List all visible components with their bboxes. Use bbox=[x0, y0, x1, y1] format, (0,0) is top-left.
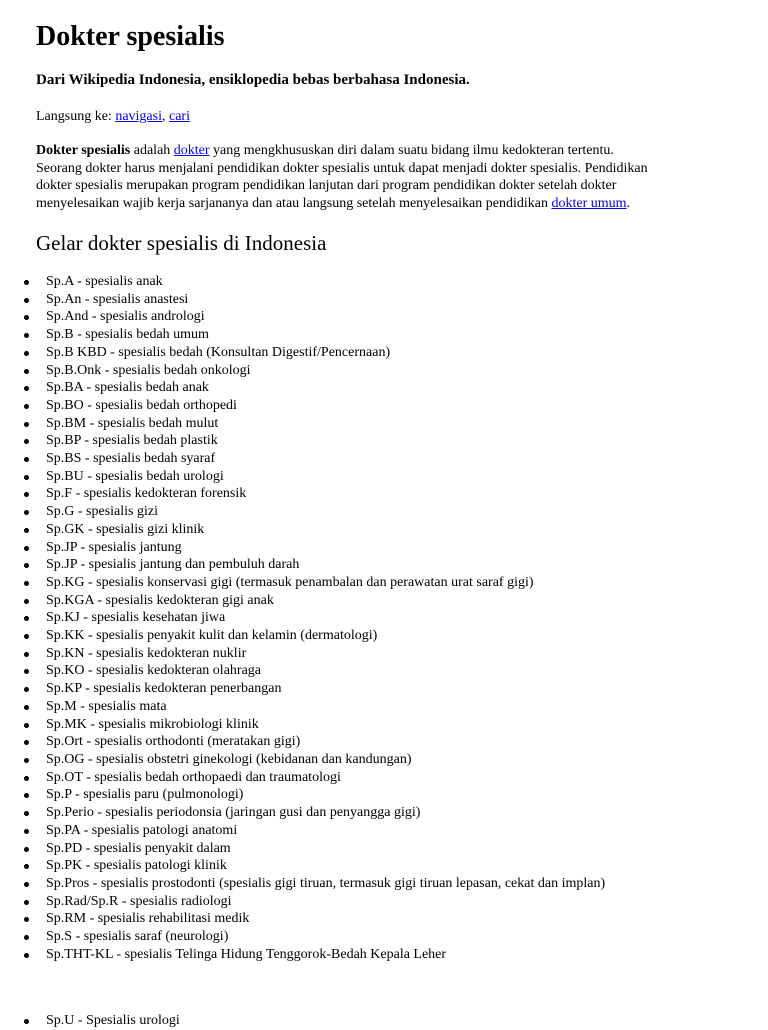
list-item: Sp.KG - spesialis konservasi gigi (termasuk penambalan dan perawatan urat saraf gigi) bbox=[18, 574, 605, 592]
jump-separator: , bbox=[161, 109, 169, 124]
list-item: Sp.An - spesialis anastesi bbox=[18, 291, 605, 309]
intro-line-2: Seorang dokter harus menjalani pendidikan dokter spesialis untuk dapat menjadi dokter spesialis. Pendidikan bbox=[36, 160, 648, 176]
page-subtitle: Dari Wikipedia Indonesia, ensiklopedia bebas berbahasa Indonesia. bbox=[36, 72, 470, 88]
intro-line-3: dokter spesialis merupakan program pendidikan lanjutan dari program pendidikan dokter setelah dokter bbox=[36, 178, 617, 193]
list-item: Sp.RM - spesialis rehabilitasi medik bbox=[18, 910, 605, 928]
list-item: Sp.OT - spesialis bedah orthopaedi dan traumatologi bbox=[18, 769, 605, 787]
list-item: Sp.MK - spesialis mikrobiologi klinik bbox=[18, 716, 605, 734]
list-item: Sp.PA - spesialis patologi anatomi bbox=[18, 822, 605, 840]
list-item: Sp.BS - spesialis bedah syaraf bbox=[18, 450, 605, 468]
list-item: Sp.BA - spesialis bedah anak bbox=[18, 379, 605, 397]
list-item: Sp.JP - spesialis jantung bbox=[18, 539, 605, 557]
list-item: Sp.S - spesialis saraf (neurologi) bbox=[18, 928, 605, 946]
list-item: Sp.PD - spesialis penyakit dalam bbox=[18, 840, 605, 858]
list-item: Sp.Rad/Sp.R - spesialis radiologi bbox=[18, 893, 605, 911]
dokter-umum-link[interactable]: dokter umum bbox=[551, 195, 627, 211]
intro-line-1 bbox=[36, 142, 736, 160]
list-item: Sp.G - spesialis gizi bbox=[18, 503, 605, 521]
dokter-link[interactable]: dokter bbox=[173, 143, 210, 158]
jump-links bbox=[36, 108, 190, 126]
list-item: Sp.BU - spesialis bedah urologi bbox=[18, 468, 605, 486]
navigation-link[interactable]: navigasi bbox=[115, 109, 162, 124]
list-item: Sp.BM - spesialis bedah mulut bbox=[18, 415, 605, 433]
list-item: Sp.JP - spesialis jantung dan pembuluh darah bbox=[18, 556, 605, 574]
extra-specialist-list bbox=[18, 1012, 180, 1030]
list-item: Sp.KJ - spesialis kesehatan jiwa bbox=[18, 609, 605, 627]
list-item: Sp.THT-KL - spesialis Telinga Hidung Tenggorok-Bedah Kepala Leher bbox=[18, 946, 605, 964]
list-item: Sp.P - spesialis paru (pulmonologi) bbox=[18, 786, 605, 804]
list-item: Sp.U - Spesialis urologi bbox=[18, 1012, 180, 1030]
list-item: Sp.A - spesialis anak bbox=[18, 273, 605, 291]
jump-prefix: Langsung ke: bbox=[36, 109, 116, 124]
list-item: Sp.KN - spesialis kedokteran nuklir bbox=[18, 645, 605, 663]
list-item: Sp.B - spesialis bedah umum bbox=[18, 326, 605, 344]
list-item: Sp.PK - spesialis patologi klinik bbox=[18, 857, 605, 875]
list-item: Sp.GK - spesialis gizi klinik bbox=[18, 521, 605, 539]
intro-text-2: yang mengkhususkan diri dalam suatu bidang ilmu kedokteran tertentu. bbox=[209, 143, 614, 158]
list-item: Sp.KGA - spesialis kedokteran gigi anak bbox=[18, 592, 605, 610]
list-item: Sp.And - spesialis andrologi bbox=[18, 308, 605, 326]
page-title: Dokter spesialis bbox=[36, 21, 225, 52]
list-item: Sp.KP - spesialis kedokteran penerbangan bbox=[18, 680, 605, 698]
specialist-list bbox=[18, 273, 605, 963]
intro-bold-term: Dokter spesialis bbox=[36, 143, 131, 158]
search-link[interactable]: cari bbox=[168, 109, 190, 124]
list-item: Sp.Perio - spesialis periodonsia (jaringan gusi dan penyangga gigi) bbox=[18, 804, 605, 822]
list-item: Sp.Ort - spesialis orthodonti (meratakan gigi) bbox=[18, 733, 605, 751]
intro-text-1: adalah bbox=[130, 143, 174, 158]
list-item: Sp.F - spesialis kedokteran forensik bbox=[18, 485, 605, 503]
list-item: Sp.Pros - spesialis prostodonti (spesialis gigi tiruan, termasuk gigi tiruan lepasan, cekat dan implan) bbox=[18, 875, 605, 893]
intro-end: . bbox=[626, 195, 631, 211]
list-item: Sp.OG - spesialis obstetri ginekologi (kebidanan dan kandungan) bbox=[18, 751, 605, 769]
intro-paragraph bbox=[36, 142, 736, 212]
list-item: Sp.B.Onk - spesialis bedah onkologi bbox=[18, 362, 605, 380]
intro-line-4 bbox=[36, 195, 736, 213]
list-item: Sp.BO - spesialis bedah orthopedi bbox=[18, 397, 605, 415]
intro-text-4: menyelesaikan wajib kerja sarjananya dan atau langsung setelah menyelesaikan pendidikan bbox=[36, 195, 552, 211]
list-item: Sp.KO - spesialis kedokteran olahraga bbox=[18, 662, 605, 680]
list-item: Sp.M - spesialis mata bbox=[18, 698, 605, 716]
list-item: Sp.KK - spesialis penyakit kulit dan kelamin (dermatologi) bbox=[18, 627, 605, 645]
section-heading: Gelar dokter spesialis di Indonesia bbox=[36, 231, 327, 255]
list-item: Sp.BP - spesialis bedah plastik bbox=[18, 432, 605, 450]
list-item: Sp.B KBD - spesialis bedah (Konsultan Digestif/Pencernaan) bbox=[18, 344, 605, 362]
